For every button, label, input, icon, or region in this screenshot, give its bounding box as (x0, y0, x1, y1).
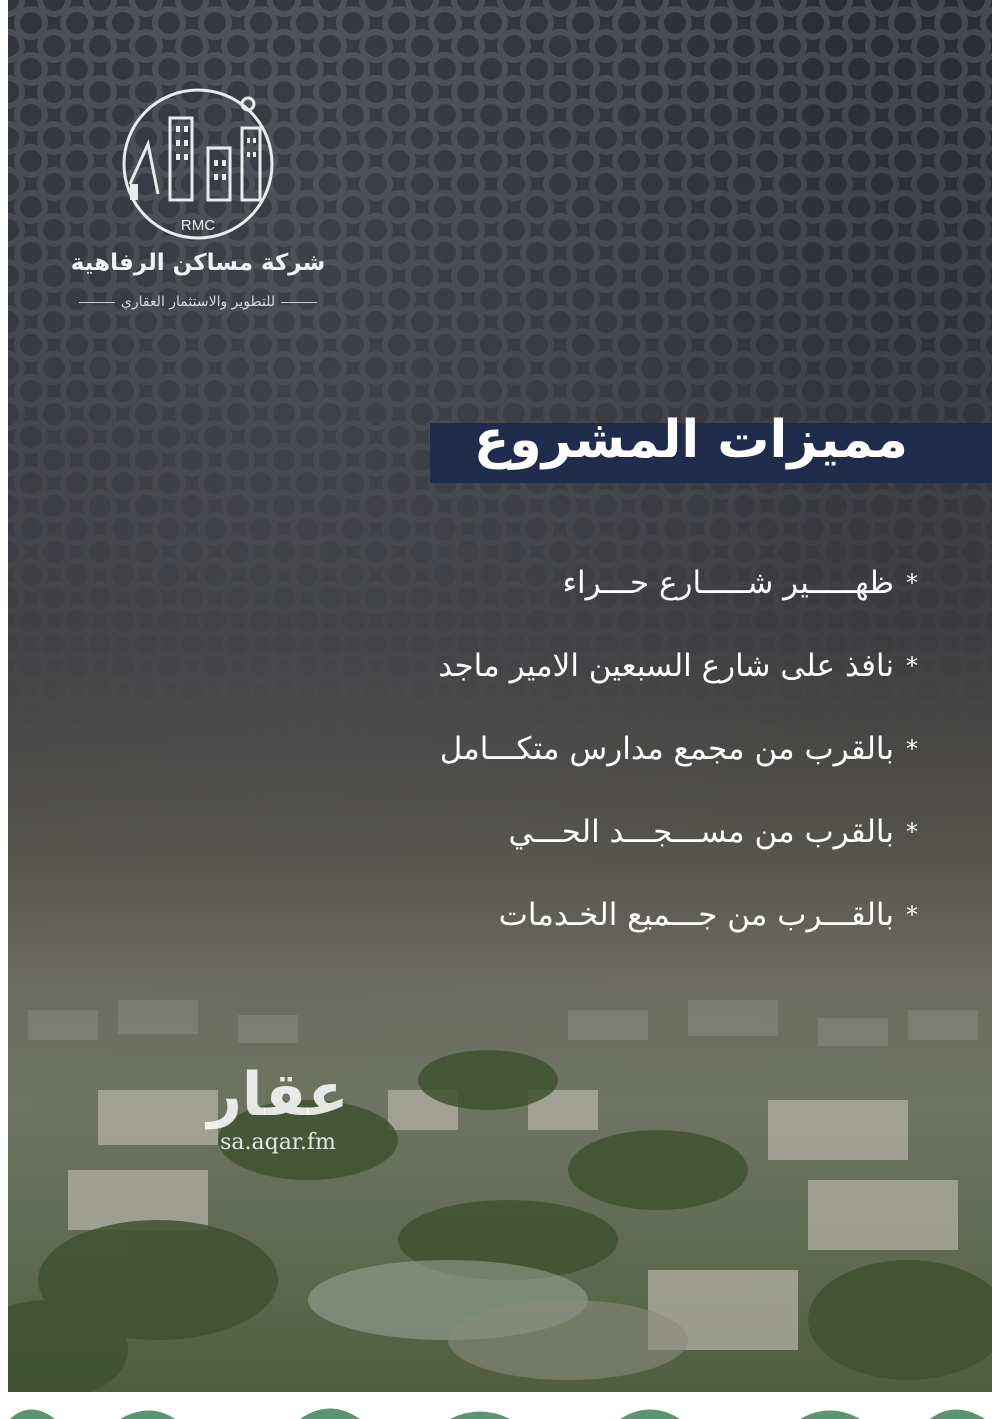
feature-item (388, 887, 918, 970)
feature-item (388, 804, 918, 887)
company-tagline: للتطوير والاستثمار العقاري (120, 294, 276, 310)
section-title: مميزات المشروع (473, 410, 908, 470)
feature-item (388, 638, 918, 721)
feature-item (388, 555, 918, 638)
feature-text: بالقرب من مجمع مدارس متكـــامل (439, 731, 894, 767)
company-name: شركة مساكن الرفاهية (70, 250, 326, 276)
feature-text: ظهـــــير شـــــارع حـــراء (562, 565, 894, 601)
logo-emblem-text: RMC (180, 217, 216, 234)
bullet: * (906, 569, 918, 597)
company-tagline-row (48, 294, 348, 310)
feature-item (388, 721, 918, 804)
bullet: * (906, 901, 918, 929)
watermark-url: sa.aqar.fm (220, 1130, 336, 1155)
bottom-decorative-strip (0, 1392, 1000, 1419)
company-logo (108, 84, 288, 254)
aqar-watermark (188, 1060, 368, 1155)
feature-text: نافذ على شارع السبعين الامير ماجد (438, 648, 894, 684)
project-poster (8, 0, 992, 1392)
bullet: * (906, 818, 918, 846)
bullet: * (906, 652, 918, 680)
bullet: * (906, 735, 918, 763)
feature-text: بالقـــرب من جـــميع الخـدمات (498, 897, 894, 933)
feature-text: بالقرب من مســـجـــد الحـــي (508, 814, 894, 850)
feature-list (388, 555, 918, 970)
watermark-brand: عقار (207, 1060, 349, 1130)
residential-compound-image (8, 940, 992, 1392)
divider (79, 302, 115, 303)
divider (281, 302, 317, 303)
